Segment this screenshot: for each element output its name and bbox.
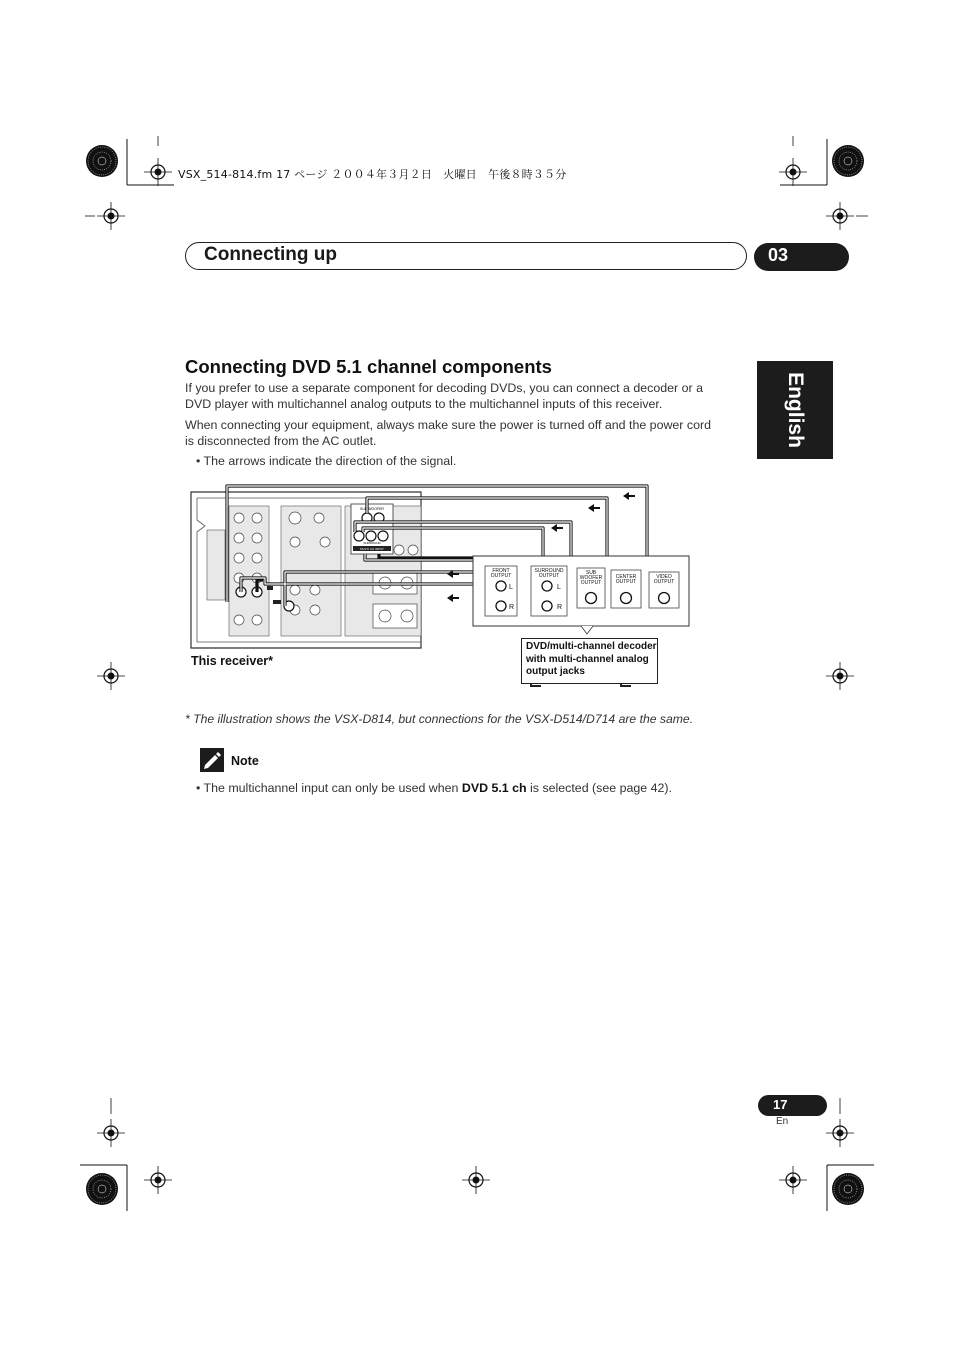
decoder-label-line: DVD/multi-channel decoder: [526, 641, 657, 652]
jack-label: VIDEO: [656, 574, 672, 580]
jack-label: CENTER: [615, 574, 637, 580]
jack-label: SURROUND: [534, 568, 564, 574]
receiver-jack-label: MULTI CH INPUT: [360, 547, 384, 551]
language-tab: [757, 361, 833, 459]
page-heading: Connecting DVD 5.1 channel components: [185, 356, 552, 377]
jack-label: SUB: [585, 570, 597, 576]
receiver-jack-label: SUB WOOFER: [360, 507, 384, 511]
jack-label: OUTPUT: [538, 573, 560, 579]
jack-label: OUTPUT: [653, 579, 675, 585]
page-number: 17: [773, 1097, 788, 1112]
note-label: Note: [231, 754, 259, 768]
note-text-part: • The multichannel input can only be used when: [196, 781, 462, 795]
jack-label: OUTPUT: [580, 580, 602, 586]
paragraph-line: If you prefer to use a separate component for decoding DVDs, you can connect a decoder or a: [185, 381, 703, 395]
receiver-label: This receiver*: [191, 654, 273, 668]
file-header: VSX_514-814.fm 17 ページ ２００４年３月２日 火曜日 午後８時３５分: [178, 168, 567, 181]
jack-label: OUTPUT: [615, 579, 637, 585]
receiver-jack-label: SURROUND: [363, 541, 381, 545]
note-text-part: is selected (see page 42).: [526, 781, 672, 795]
footnote: * The illustration shows the VSX-D814, but connections for the VSX-D514/D714 are the same.: [185, 712, 694, 726]
bullet-item: • The arrows indicate the direction of the signal.: [196, 454, 457, 468]
decoder-label-line: output jacks: [526, 666, 585, 677]
decoder-label-line: with multi-channel analog: [526, 653, 649, 665]
paragraph-line: When connecting your equipment, always make sure the power is turned off and the power cord: [185, 418, 711, 432]
decoder-label: [526, 641, 658, 679]
note-pencil-icon: [200, 748, 224, 772]
note-text-bold: DVD 5.1 ch: [461, 781, 527, 795]
section-title: Connecting up: [204, 244, 337, 265]
language-tab-label: English: [784, 372, 807, 448]
note-text: [196, 781, 672, 795]
chapter-number: 03: [768, 245, 789, 265]
paragraph-line: is disconnected from the AC outlet.: [185, 434, 377, 448]
page-number-badge: [758, 1095, 827, 1116]
jack-label: FRONT: [492, 568, 510, 574]
jack-label: OUTPUT: [490, 573, 512, 579]
paragraph-line: DVD player with multichannel analog outputs to the multichannel inputs of this receiver.: [185, 397, 663, 411]
page-language-code: En: [776, 1116, 789, 1127]
jack-channel-label: R: [509, 604, 515, 611]
jack-channel-label: L: [509, 584, 513, 591]
jack-channel-label: L: [557, 584, 561, 591]
jack-label: WOOFER: [579, 575, 603, 581]
jack-channel-label: R: [557, 604, 563, 611]
